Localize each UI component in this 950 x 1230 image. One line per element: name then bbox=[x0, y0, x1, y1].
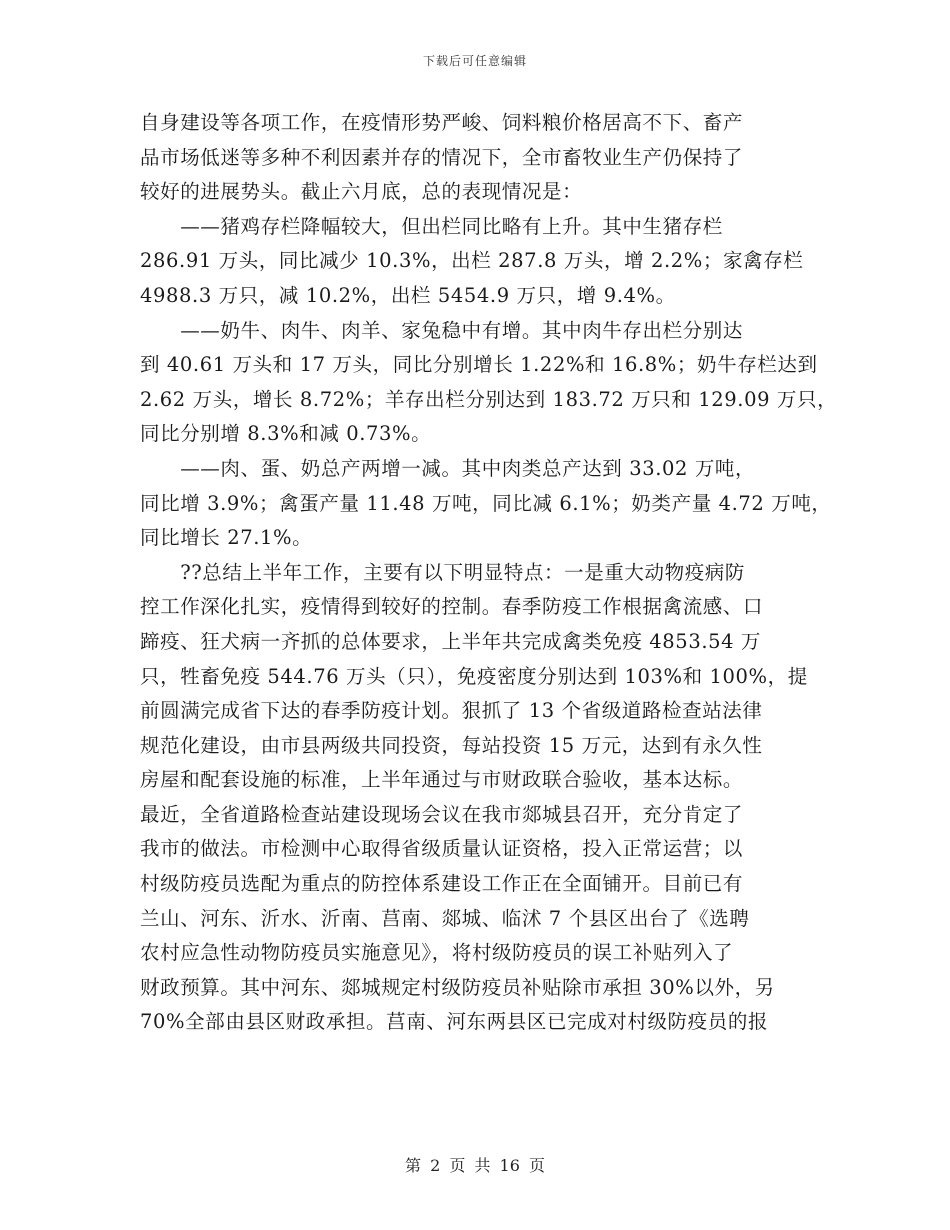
text-line: 前圆满完成省下达的春季防疫计划。狠抓了 13 个省级道路检查站法律 bbox=[140, 699, 763, 723]
text-line: 70%全部由县区财政承担。莒南、河东两县区已完成对村级防疫员的报 bbox=[140, 1010, 769, 1034]
text-line: 同比分别增 8.3%和减 0.73%。 bbox=[140, 422, 432, 446]
document-body bbox=[140, 106, 838, 1040]
text-line: 规范化建设，由市县两级共同投资，每站投资 15 万元，达到有永久性 bbox=[140, 733, 763, 757]
text-line: 最近，全省道路检查站建设现场会议在我市郯城县召开，充分肯定了 bbox=[140, 802, 744, 826]
text-line: 同比增 3.9%；禽蛋产量 11.48 万吨，同比减 6.1%；奶类产量 4.72 万吨， bbox=[140, 491, 832, 515]
page-footer: 第 2 页 共 16 页 bbox=[405, 1156, 545, 1175]
page-header: 下载后可任意编辑 bbox=[422, 54, 527, 68]
text-line: ——猪鸡存栏降幅较大，但出栏同比略有上升。其中生猪存栏 bbox=[140, 214, 723, 238]
text-line: 到 40.61 万头和 17 万头，同比分别增长 1.22%和 16.8%；奶牛存栏达到 bbox=[140, 353, 818, 377]
text-line: 房屋和配套设施的标准，上半年通过与市财政联合验收，基本达标。 bbox=[140, 768, 744, 792]
text-line: 蹄疫、狂犬病一齐抓的总体要求，上半年共完成禽类免疫 4853.54 万 bbox=[140, 629, 762, 653]
text-line: 2.62 万头，增长 8.72%；羊存出栏分别达到 183.72 万只和 129.09 万只， bbox=[140, 387, 838, 411]
text-line: ——肉、蛋、奶总产两增一减。其中肉类总产达到 33.02 万吨， bbox=[140, 456, 756, 480]
text-line: 较好的进展势头。截止六月底，总的表现情况是： bbox=[140, 180, 583, 204]
text-line: 控工作深化扎实，疫情得到较好的控制。春季防疫工作根据禽流感、口 bbox=[140, 595, 764, 619]
text-line: 品市场低迷等多种不利因素并存的情况下，全市畜牧业生产仍保持了 bbox=[140, 145, 744, 169]
text-line: 同比增长 27.1%。 bbox=[140, 526, 313, 550]
text-line: 286.91 万头，同比减少 10.3%，出栏 287.8 万头，增 2.2%；家禽存栏 bbox=[140, 249, 804, 273]
text-line: 兰山、河东、沂水、沂南、莒南、郯城、临沭 7 个县区出台了《选聘 bbox=[140, 906, 750, 930]
text-line: 财政预算。其中河东、郯城规定村级防疫员补贴除市承担 30%以外，另 bbox=[140, 975, 775, 999]
text-line: 4988.3 万只，减 10.2%，出栏 5454.9 万只，增 9.4%。 bbox=[140, 283, 676, 307]
text-line: 我市的做法。市检测中心取得省级质量认证资格，投入正常运营；以 bbox=[140, 837, 744, 861]
text-line: ——奶牛、肉牛、肉羊、家兔稳中有增。其中肉牛存出栏分别达 bbox=[140, 318, 744, 342]
text-line: 村级防疫员选配为重点的防控体系建设工作正在全面铺开。目前已有 bbox=[140, 872, 744, 896]
text-line: ??总结上半年工作，主要有以下明显特点：一是重大动物疫病防 bbox=[140, 560, 746, 584]
text-line: 只，牲畜免疫 544.76 万头（只），免疫密度分别达到 103%和 100%，提 bbox=[140, 664, 808, 688]
text-line: 自身建设等各项工作，在疫情形势严峻、饲料粮价格居高不下、畜产 bbox=[140, 111, 744, 134]
text-line: 农村应急性动物防疫员实施意见》，将村级防疫员的误工补贴列入了 bbox=[140, 941, 734, 965]
